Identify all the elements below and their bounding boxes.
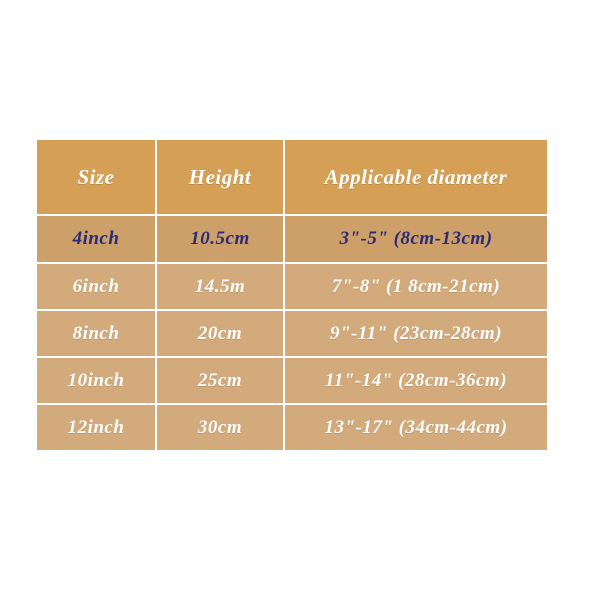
cell-height: 10.5cm (157, 216, 283, 262)
column-header-applicable-diameter: Applicable diameter (285, 140, 547, 214)
table-row (37, 358, 547, 403)
cell-diameter: 3"-5" (8cm-13cm) (285, 216, 547, 262)
table-header-row (37, 140, 547, 214)
cell-size: 8inch (37, 311, 155, 356)
column-header-size: Size (37, 140, 155, 214)
cell-diameter: 13"-17" (34cm-44cm) (285, 405, 547, 450)
cell-height: 14.5m (157, 264, 283, 309)
table-header (37, 140, 547, 214)
cell-diameter: 9"-11" (23cm-28cm) (285, 311, 547, 356)
cell-diameter: 11"-14" (28cm-36cm) (285, 358, 547, 403)
table-body (37, 216, 547, 450)
table-row (37, 405, 547, 450)
cell-size: 10inch (37, 358, 155, 403)
cell-size: 6inch (37, 264, 155, 309)
size-chart-table (35, 138, 549, 452)
cell-size: 12inch (37, 405, 155, 450)
cell-height: 25cm (157, 358, 283, 403)
cell-size: 4inch (37, 216, 155, 262)
table-row (37, 216, 547, 262)
cell-height: 30cm (157, 405, 283, 450)
column-header-height: Height (157, 140, 283, 214)
table-row (37, 311, 547, 356)
cell-height: 20cm (157, 311, 283, 356)
cell-diameter: 7"-8" (1 8cm-21cm) (285, 264, 547, 309)
table-row (37, 264, 547, 309)
